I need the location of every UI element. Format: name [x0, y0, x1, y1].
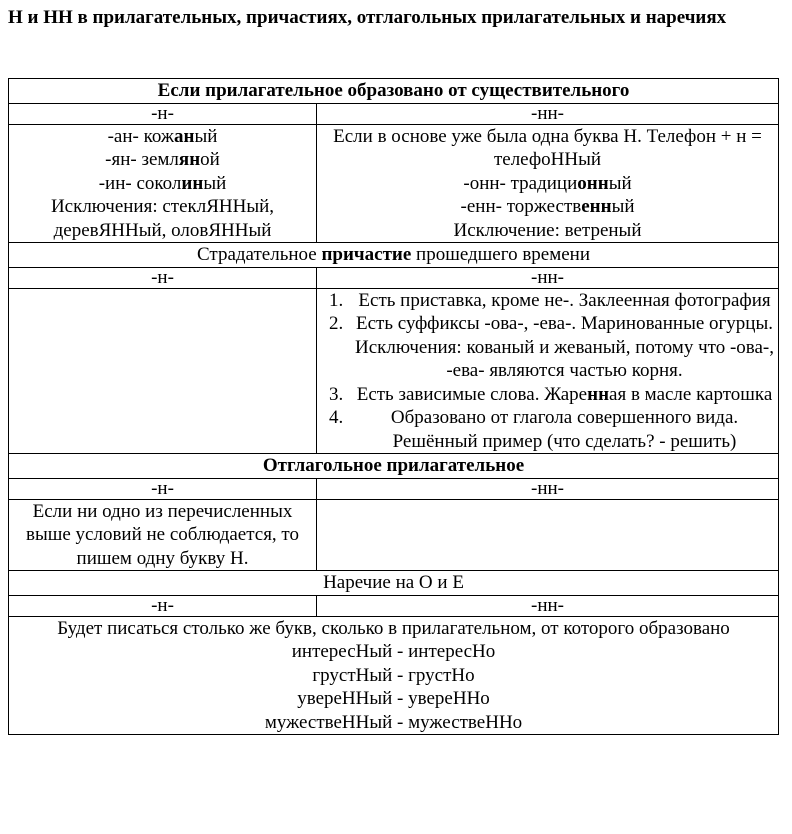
- participle-rules-row: [9, 288, 779, 454]
- verbal-adjective-n-rule: Если ни одно из перечисленных выше условий не соблюдается, то пишем одну букву Н.: [9, 499, 317, 571]
- verbal-adjective-row: [9, 499, 779, 571]
- exceptions-line: Исключение: ветреный: [453, 219, 642, 241]
- example-line: мужествеННый - мужествеННо: [264, 711, 523, 733]
- label-n: -н-: [9, 595, 317, 616]
- list-item: 2. Есть суффиксы -ова-, -ева-. Маринованные огурцы. Исключения: кованый и жеваный, потому что -ова-, -ева- являются частью корня.: [348, 312, 775, 383]
- label-nn: -нн-: [317, 103, 779, 124]
- section-header-verbal-adjective: Отглагольное прилагательное: [9, 454, 779, 479]
- section-header-row: [9, 243, 779, 268]
- example-line: -онн- традиционный: [463, 172, 632, 194]
- participle-n-cell: [9, 288, 317, 454]
- section-header-row: [9, 571, 779, 596]
- adverb-rule: [9, 616, 779, 735]
- adverb-row: [9, 616, 779, 735]
- rule-line: Будет писаться столько же букв, сколько в прилагательном, от которого образовано: [57, 617, 730, 639]
- section-header-adverb: Наречие на О и Е: [9, 571, 779, 596]
- list-item: 4. Образовано от глагола совершенного вида. Решённый пример (что сделать? - решить): [348, 406, 775, 453]
- label-nn: -нн-: [317, 478, 779, 499]
- label-n: -н-: [9, 478, 317, 499]
- section-header-adjective-from-noun: Если прилагательное образовано от существительного: [9, 79, 779, 104]
- examples-row: [9, 124, 779, 243]
- example-line: -ян- земляной: [105, 149, 220, 170]
- list-item: 1. Есть приставка, кроме не-. Заклеенная фотография: [348, 289, 775, 313]
- example-line: -ан- кожаный: [107, 125, 218, 147]
- label-n: -н-: [9, 103, 317, 124]
- participle-nn-cell: [317, 288, 779, 454]
- adjective-n-examples: [9, 124, 317, 243]
- example-line: -енн- торжественный: [460, 196, 635, 217]
- n-nn-label-row: [9, 478, 779, 499]
- example-line: интересНый - интересНо: [291, 641, 496, 662]
- section-header-participle: Страдательное причастие прошедшего времени: [9, 243, 779, 268]
- rules-table: [8, 78, 779, 735]
- label-n: -н-: [9, 267, 317, 288]
- exceptions-line: деревЯННый, оловЯННый: [53, 219, 272, 241]
- participle-rules-list: [320, 289, 775, 454]
- example-line: грустНый - грустНо: [312, 664, 475, 686]
- list-item: 3. Есть зависимые слова. Жаренная в масле картошка: [348, 383, 775, 407]
- example-line: -ин- соколиный: [98, 172, 227, 194]
- label-nn: -нн-: [317, 267, 779, 288]
- section-header-row: [9, 454, 779, 479]
- example-line: увереННый - увереННо: [297, 688, 490, 709]
- page-title: Н и НН в прилагательных, причастиях, отглагольных прилагательных и наречиях: [8, 7, 727, 28]
- n-nn-label-row: [9, 103, 779, 124]
- rule-line: Если в основе уже была одна буква Н. Телефон + н = телефоННый: [333, 125, 762, 170]
- n-nn-label-row: [9, 267, 779, 288]
- n-nn-label-row: [9, 595, 779, 616]
- adjective-nn-examples: [317, 124, 779, 243]
- exceptions-line: Исключения: стеклЯННый,: [50, 196, 275, 217]
- verbal-adjective-nn-cell: [317, 499, 779, 571]
- section-header-row: [9, 79, 779, 104]
- label-nn: -нн-: [317, 595, 779, 616]
